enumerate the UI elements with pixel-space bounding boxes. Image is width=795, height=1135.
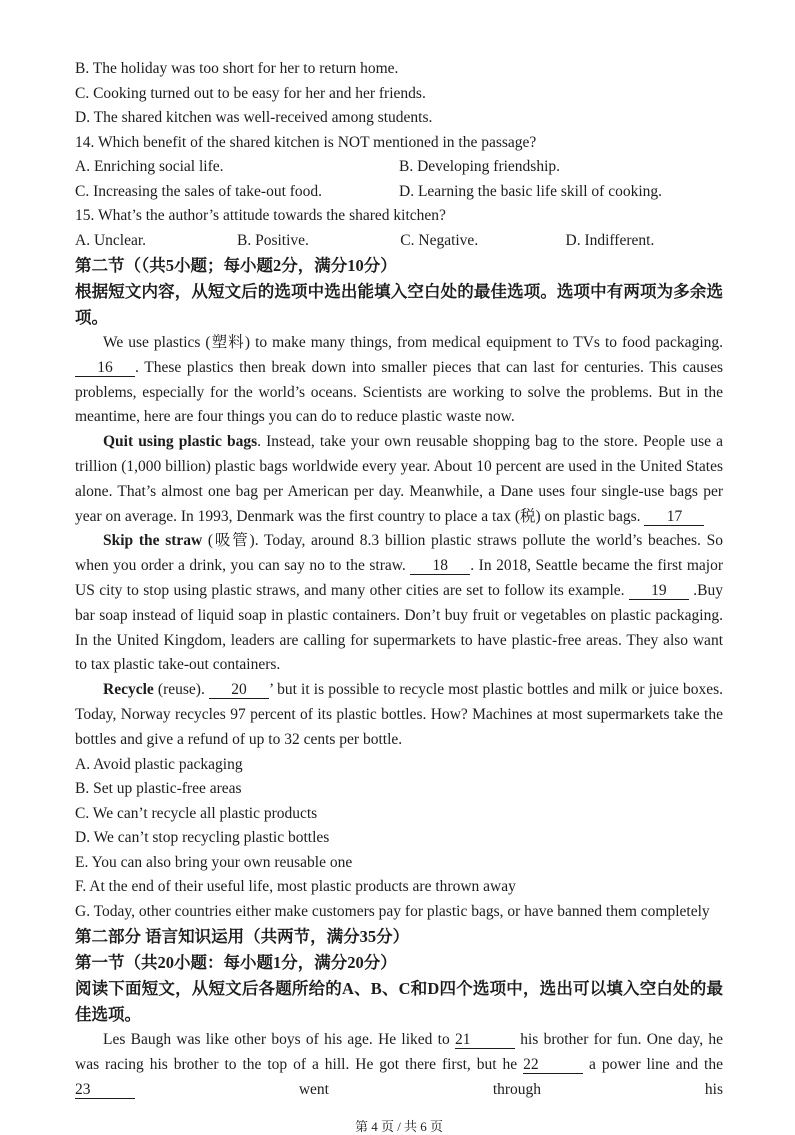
bold-lead: Skip the straw xyxy=(103,532,203,550)
text-run: G. Today, other countries either make customers pay for plastic bags, or have banned them completely xyxy=(75,902,710,920)
passage-paragraph-intro xyxy=(75,331,723,430)
section-heading-1 xyxy=(75,950,723,976)
bold-lead: Quit using plastic bags xyxy=(103,433,258,451)
text-run: . These plastics then break down into smaller pieces that can last for centuries. This causes problems, especially for the world’s oceans. Scientists are working to solve the problems. But in the meantime, here are four things you can do to reduce plastic waste now. xyxy=(75,358,723,426)
text-run: 阅读下面短文，从短文后各题所给的A、B、C和D四个选项中，选出可以填入空白处的最佳选项。 xyxy=(75,979,723,1025)
cloze-option-g xyxy=(75,900,723,925)
cloze-blank-16: 16 xyxy=(75,359,135,377)
text-run: C. Cooking turned out to be easy for her and her friends. xyxy=(75,84,426,102)
option-cell: A. Enriching social life. xyxy=(75,158,224,175)
option-cell: A. Unclear. xyxy=(75,231,147,249)
text-run: We use plastics (塑料) to make many things, from medical equipment to TVs to food packaging. xyxy=(103,334,723,351)
option-line-13d xyxy=(75,106,723,131)
passage-paragraph-recycle xyxy=(75,678,723,752)
cloze-blank-21: 21 xyxy=(455,1031,515,1049)
passage-paragraph-les-baugh xyxy=(75,1028,723,1102)
cloze-option-e xyxy=(75,851,723,876)
text-run: E. You can also bring your own reusable one xyxy=(75,853,353,871)
options-row-14ab xyxy=(75,155,723,180)
part-heading-2 xyxy=(75,924,723,950)
cloze-option-a xyxy=(75,753,723,778)
text-run: 14. Which benefit of the shared kitchen is NOT mentioned in the passage? xyxy=(75,133,537,151)
text-run: 根据短文内容，从短文后的选项中选出能填入空白处的最佳选项。选项中有两项为多余选项。 xyxy=(75,282,723,327)
passage-paragraph-bags xyxy=(75,430,723,529)
text-run: 第一节（共20小题：每小题1分，满分20分） xyxy=(75,953,397,973)
passage-paragraph-straw xyxy=(75,529,723,678)
question-stem-14 xyxy=(75,131,723,156)
text-run: 第二节（（共5小题；每小题2分，满分10分） xyxy=(75,256,397,275)
text-run: went through his xyxy=(135,1080,723,1098)
cloze-option-b xyxy=(75,777,723,802)
page-footer: 第 4 页 / 共 6 页 xyxy=(354,1119,444,1135)
text-run: B. The holiday was too short for her to return home. xyxy=(75,60,399,77)
cloze-blank-18: 18 xyxy=(410,557,470,575)
text-run: B. Set up plastic-free areas xyxy=(75,780,242,798)
text-run: Les Baugh was like other boys of his age. He liked to xyxy=(103,1031,455,1049)
text-run: ’ but it is possible to recycle most plastic bottles and milk or juice boxes. Today, Norway recycles 97 percent of its plastic bottles. How? Machines at most supermarkets take the bottles and give a refund of up to 32 cents per bottle. xyxy=(75,681,723,748)
text-run: F. At the end of their useful life, most plastic products are thrown away xyxy=(75,878,516,896)
text-run: 15. What’s the author’s attitude towards the shared kitchen? xyxy=(75,207,446,224)
document-content xyxy=(75,57,723,1102)
cloze-option-f xyxy=(75,875,723,900)
text-run: C. We can’t recycle all plastic products xyxy=(75,804,318,822)
text-run: (reuse). xyxy=(153,681,209,699)
option-cell: D. Learning the basic life skill of cooking. xyxy=(399,182,663,200)
cloze-instructions xyxy=(75,976,723,1028)
options-row-14cd xyxy=(75,180,723,205)
text-run: .Buy bar soap instead of liquid soap in plastic containers. Don’t buy fruit or vegetables on plastic packaging. In the United Kingdom, leaders are calling for supermarkets to have plastic-free areas. They also want to tax plastic take-out containers. xyxy=(75,581,723,674)
option-cell: B. Positive. xyxy=(237,231,309,249)
question-stem-15 xyxy=(75,204,723,229)
section-heading-2 xyxy=(75,253,723,279)
text-run: 第二部分 语言知识运用（共两节，满分35分） xyxy=(75,927,410,947)
section-instructions xyxy=(75,279,723,331)
text-run: . In 2018, Seattle became the first major US city to stop using plastic straws, and many other cities are set to follow its example. xyxy=(75,557,723,599)
cloze-blank-20: 20 xyxy=(209,681,269,699)
option-cell: C. Negative. xyxy=(400,231,479,249)
option-line-13c xyxy=(75,82,723,107)
options-row-15 xyxy=(75,229,723,254)
cloze-blank-17: 17 xyxy=(644,508,704,526)
bold-lead: Recycle xyxy=(103,681,154,699)
cloze-blank-19: 19 xyxy=(629,582,689,600)
text-run: a power line and the xyxy=(583,1055,723,1073)
cloze-blank-23: 23 xyxy=(75,1081,135,1099)
text-run: D. The shared kitchen was well-received among students. xyxy=(75,109,433,126)
option-cell: B. Developing friendship. xyxy=(399,158,561,175)
cloze-option-c xyxy=(75,802,723,827)
option-cell: D. Indifferent. xyxy=(565,231,655,249)
text-run: (吸管). Today, around 8.3 billion plastic straws pollute the world’s beaches. So when you order a drink, you can say no to the straw. xyxy=(75,532,723,575)
text-run: . Instead, take your own reusable shopping bag to the store. People use a trillion (1,000 billion) plastic bags worldwide every year. About 10 percent are used in the United States alone. That’s almost one bag per American per day. Meanwhile, a Dane uses four single-use bags per year on average. In 1993, Denmark was the first country to place a tax (税) on plastic bags. xyxy=(75,433,724,525)
cloze-blank-22: 22 xyxy=(523,1056,583,1074)
text-run: D. We can’t stop recycling plastic bottles xyxy=(75,829,330,847)
option-line-13b xyxy=(75,57,723,82)
text-run: his brother for fun. One day, he was racing his brother to the top of a hill. He got there first, but he xyxy=(75,1031,723,1073)
option-cell: C. Increasing the sales of take-out food. xyxy=(75,182,323,200)
text-run: A. Avoid plastic packaging xyxy=(75,755,243,773)
cloze-option-d xyxy=(75,826,723,851)
